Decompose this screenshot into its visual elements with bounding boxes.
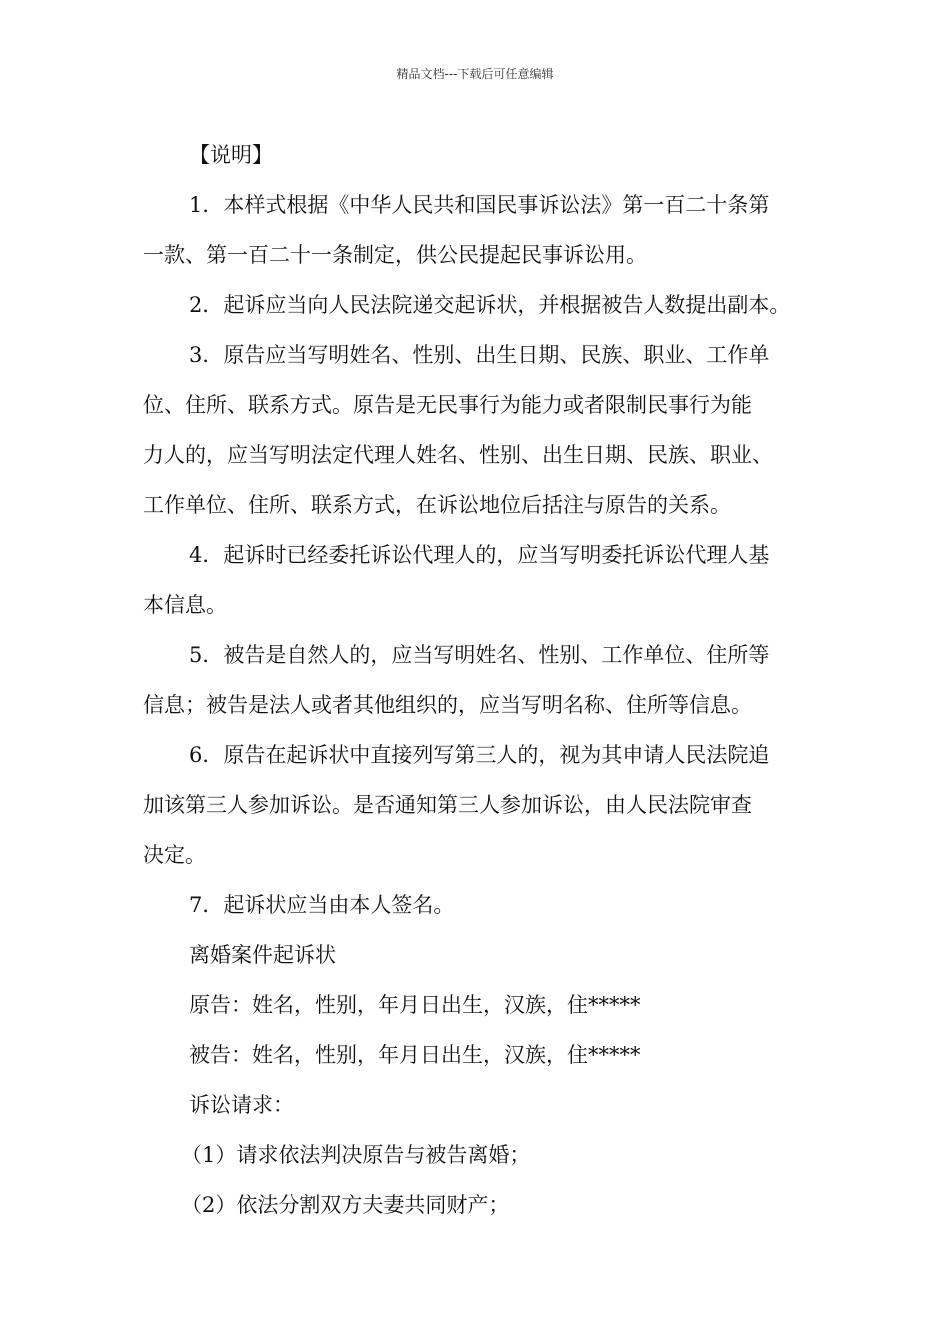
note-3-line-1: 3．原告应当写明姓名、性别、出生日期、民族、职业、工作单	[189, 343, 770, 367]
claim-2: （2）依法分割双方夫妻共同财产；	[181, 1193, 510, 1217]
note-2	[143, 280, 825, 330]
note-3-line-3: 力人的，应当写明法定代理人姓名、性别、出生日期、民族、职业、	[143, 443, 773, 467]
note-4-line-2: 本信息。	[143, 593, 227, 617]
note-3-line-4: 工作单位、住所、联系方式，在诉讼地位后括注与原告的关系。	[143, 493, 731, 517]
note-5	[143, 630, 825, 730]
complaint-title: 离婚案件起诉状	[189, 943, 336, 967]
note-7	[143, 880, 825, 930]
note-3-line-2: 位、住所、联系方式。原告是无民事行为能力或者限制民事行为能	[143, 393, 752, 417]
claim-1: （1）请求依法判决原告与被告离婚；	[181, 1143, 531, 1167]
note-6-line-3: 决定。	[143, 843, 206, 867]
page-header: 精品文档---下载后可任意编辑	[396, 67, 554, 81]
note-3	[143, 330, 825, 530]
note-7-line-1: 7．起诉状应当由本人签名。	[189, 893, 455, 917]
note-5-line-1: 5．被告是自然人的，应当写明姓名、性别、工作单位、住所等	[189, 643, 770, 667]
note-6-line-1: 6．原告在起诉状中直接列写第三人的，视为其申请人民法院追	[189, 743, 770, 767]
claims-heading: 诉讼请求：	[189, 1093, 294, 1117]
section-title: 【说明】	[189, 143, 273, 167]
note-4	[143, 530, 825, 630]
note-1-line-2: 一款、第一百二十一条制定，供公民提起民事诉讼用。	[143, 243, 647, 267]
note-6-line-2: 加该第三人参加诉讼。是否通知第三人参加诉讼，由人民法院审查	[143, 793, 752, 817]
plaintiff-line: 原告：姓名，性别，年月日出生，汉族，住*****	[189, 993, 641, 1017]
note-1	[143, 180, 825, 280]
defendant-line: 被告：姓名，性别，年月日出生，汉族，住*****	[189, 1043, 641, 1067]
note-1-line-1: 1．本样式根据《中华人民共和国民事诉讼法》第一百二十条第	[189, 193, 770, 217]
note-6	[143, 730, 825, 880]
note-2-line-1: 2．起诉应当向人民法院递交起诉状，并根据被告人数提出副本。	[189, 293, 791, 317]
document-body	[143, 130, 825, 1230]
note-5-line-2: 信息；被告是法人或者其他组织的，应当写明名称、住所等信息。	[143, 693, 752, 717]
note-4-line-1: 4．起诉时已经委托诉讼代理人的，应当写明委托诉讼代理人基	[189, 543, 770, 567]
